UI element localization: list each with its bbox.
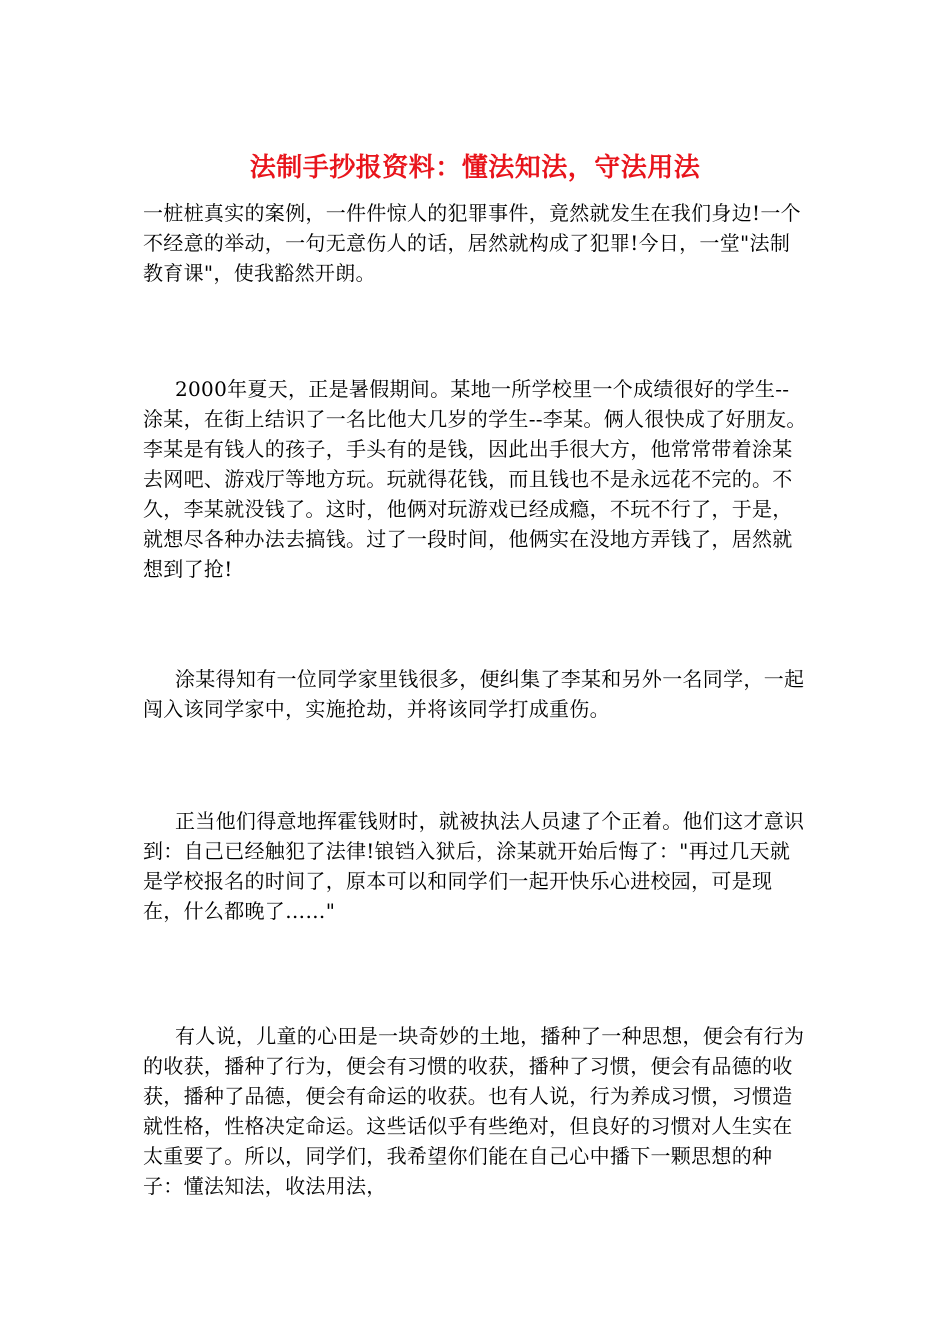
paragraph-intro: 一桩桩真实的案例，一件件惊人的犯罪事件，竟然就发生在我们身边!一个不经意的举动，一句无意伤人的话，居然就构成了犯罪!今日，一堂"法制教育课"，使我豁然开朗。 <box>143 201 801 285</box>
document-title: 法制手抄报资料：懂法知法，守法用法 <box>249 153 701 183</box>
paragraph-reflection: 有人说，儿童的心田是一块奇妙的土地，播种了一种思想，便会有行为的收获，播种了行为，便会有习惯的收获，播种了习惯，便会有品德的收获，播种了品德，便会有命运的收获。也有人说，行为养成习惯，习惯造就性格，性格决定命运。这些话似乎有些绝对，但良好的习惯对人生实在太重要了。所以，同学们，我希望你们能在自己心中播下一颗思想的种子：懂法知法，收法用法， <box>143 1024 805 1198</box>
paragraph-arrest: 正当他们得意地挥霍钱财时，就被执法人员逮了个正着。他们这才意识到：自己已经触犯了法律!锒铛入狱后，涂某就开始后悔了："再过几天就是学校报名的时间了，原本可以和同学们一起开快乐心进校园，可是现在，什么都晚了……" <box>143 809 805 923</box>
paragraph-robbery: 涂某得知有一位同学家里钱很多，便纠集了李某和另外一名同学，一起闯入该同学家中，实施抢劫，并将该同学打成重伤。 <box>143 667 805 721</box>
paragraph-case-story: 2000年夏天，正是暑假期间。某地一所学校里一个成绩很好的学生--涂某，在街上结识了一名比他大几岁的学生--李某。俩人很快成了好朋友。李某是有钱人的孩子，手头有的是钱，因此出手很大方，他常常带着涂某去网吧、游戏厅等地方玩。玩就得花钱，而且钱也不是永远花不完的。不久，李某就没钱了。这时，他俩对玩游戏已经成瘾，不玩不行了，于是，就想尽各种办法去搞钱。过了一段时间，他俩实在没地方弄钱了，居然就想到了抢! <box>143 377 807 581</box>
